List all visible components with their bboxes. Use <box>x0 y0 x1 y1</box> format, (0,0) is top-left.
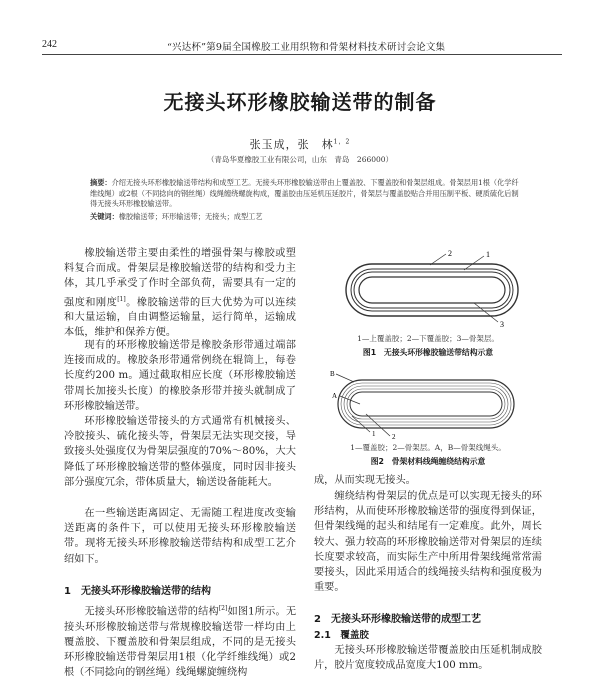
callout-1: 1 <box>486 250 490 259</box>
figure-1-belt-diagram <box>334 248 530 328</box>
left-paragraph-5: 无接头环形橡胶输送带的结构[2]如图1所示。无接头环形橡胶输送带与常规橡胶输送带一样均由上覆盖胶、下覆盖胶和骨架层组成，不同的是无接头环形橡胶输送带骨架层用1根（化学纤维线绳）或2根（不同捻向的钢丝绳）线绳螺旋缠绕构 <box>64 605 297 679</box>
callout-line-3 <box>474 303 498 322</box>
figure-2-title: 图2 骨架材料线绳缠绕结构示意 <box>370 457 486 466</box>
subsection-heading-2-1: 2.1 覆盖胶 <box>314 630 369 641</box>
belt-skeleton-outer <box>351 269 513 311</box>
section-heading-1: 1 无接头环形橡胶输送带的结构 <box>64 586 211 597</box>
author-names: 张玉成，张 林 <box>249 138 334 151</box>
abstract-text: 介绍无接头环形橡胶输送带结构和成型工艺。无接头环形橡胶输送带由上覆盖胶、下覆盖胶和骨架层组成。骨架层用1根（化学纤维线绳）或2根（不同捻向的钢丝绳）线绳缠绕螺旋构成，覆盖胶由压延机压延胶片，骨架层与覆盖胶贴合并用压制平板、硬质硫化后制得无接头环形橡胶输送带。 <box>90 178 519 208</box>
right-paragraph-1: 成，从而实现无接头。 <box>314 475 416 486</box>
figure-1-legend: 1—上覆盖胶；2—下覆盖胶；3—骨架层。 <box>357 334 499 343</box>
running-title: “兴达杯”第9届全国橡胶工业用织物和骨架材料技术研讨会论文集 <box>167 42 446 53</box>
affiliation: （青岛华夏橡胶工业有限公司，山东 青岛 266000） <box>206 155 394 164</box>
header-rule <box>42 54 562 55</box>
winding-inner-cover <box>350 392 502 416</box>
article-title: 无接头环形橡胶输送带的制备 <box>163 90 437 114</box>
callout-A: A <box>332 392 338 400</box>
citation-ref-2: [2] <box>218 605 228 612</box>
callout-line-1 <box>464 256 484 270</box>
left-paragraph-4: 在一些输送距离固定、无需随工程进度改变输送距离的条件下，可以使用无接头环形橡胶输送带。现将无接头环形橡胶输送带结构和成型工艺介绍如下。 <box>64 508 296 565</box>
citation-ref: [1] <box>117 295 126 303</box>
section-heading-2: 2 无接头环形橡胶输送带的成型工艺 <box>314 614 481 625</box>
right-paragraph-3: 无接头环形橡胶输送带覆盖胶由压延机制成胶片，胶片宽度较成品宽度大100 mm。 <box>314 645 542 672</box>
winding-turn-3 <box>347 389 505 419</box>
left-paragraph-3: 环形橡胶输送带接头的方式通常有机械接头、冷胶接头、硫化接头等，骨架层无法实现交接，导致接头处强度仅为骨架层强度的70%～80%，大大降低了环形橡胶输送带的整体强度，同时因非接头部分强度冗余，带体质量大，输送设备能耗大。 <box>64 416 296 488</box>
keywords-text: 橡胶输送带；环形输送带；无接头；成型工艺 <box>118 212 263 221</box>
left-paragraph-1: 橡胶输送带主要由柔性的增强骨架与橡胶或塑料复合而成。骨架层是橡胶输送带的结构和受力主体，其几乎承受了作时全部负荷，需要具有一定的强度和刚度[1]。橡胶输送带的巨大优势为可以连续和大量运输，自由调整运输量，运行简单，运输成本低，维护和保养方便。 <box>64 248 297 339</box>
belt-inner-cover <box>359 277 505 303</box>
keywords-label: 关键词： <box>90 212 119 221</box>
callout-line-B <box>336 374 354 382</box>
callout-fig2-1: 1 <box>372 430 376 438</box>
figure-1-title: 图1 无接头环形橡胶输送带结构示意 <box>362 348 494 357</box>
page-number: 242 <box>42 39 57 50</box>
callout-3: 3 <box>500 320 504 328</box>
right-paragraph-2: 缠绕结构骨架层的优点是可以实现无接头的环形结构，从而使环形橡胶输送带的强度得到保证，但骨架线绳的起头和结尾有一定难度。此外，周长较大、强力较高的环形橡胶输送带对骨架层的连续长度要求较高，而实际生产中所用骨架线绳常常需要接头，因此采用适合的线绳接头结构和强度极为重要。 <box>314 491 542 594</box>
authors <box>0 136 600 152</box>
author-superscript: 1，2 <box>333 138 351 146</box>
abstract <box>90 178 522 210</box>
abstract-label: 摘要： <box>90 178 112 187</box>
figure-2-winding-diagram <box>330 368 530 440</box>
left-paragraph-2: 现有的环形橡胶输送带是橡胶条形带通过端部连接而成的。橡胶条形带通常例绕在辊筒上，每卷长度约200 m。通过截取相应长度（环形橡胶输送带周长加接头长度）的橡胶条形带并接头就制成了环形橡胶输送带。 <box>64 340 296 412</box>
callout-B: B <box>330 370 335 378</box>
keywords <box>90 212 522 222</box>
winding-outer-cover <box>338 380 514 428</box>
page-header <box>42 37 562 53</box>
callout-2: 2 <box>448 249 452 258</box>
figure-2-legend: 1—覆盖胶；2—骨架层。A，B—骨架线绳头。 <box>350 443 506 452</box>
callout-fig2-2: 2 <box>392 433 396 440</box>
